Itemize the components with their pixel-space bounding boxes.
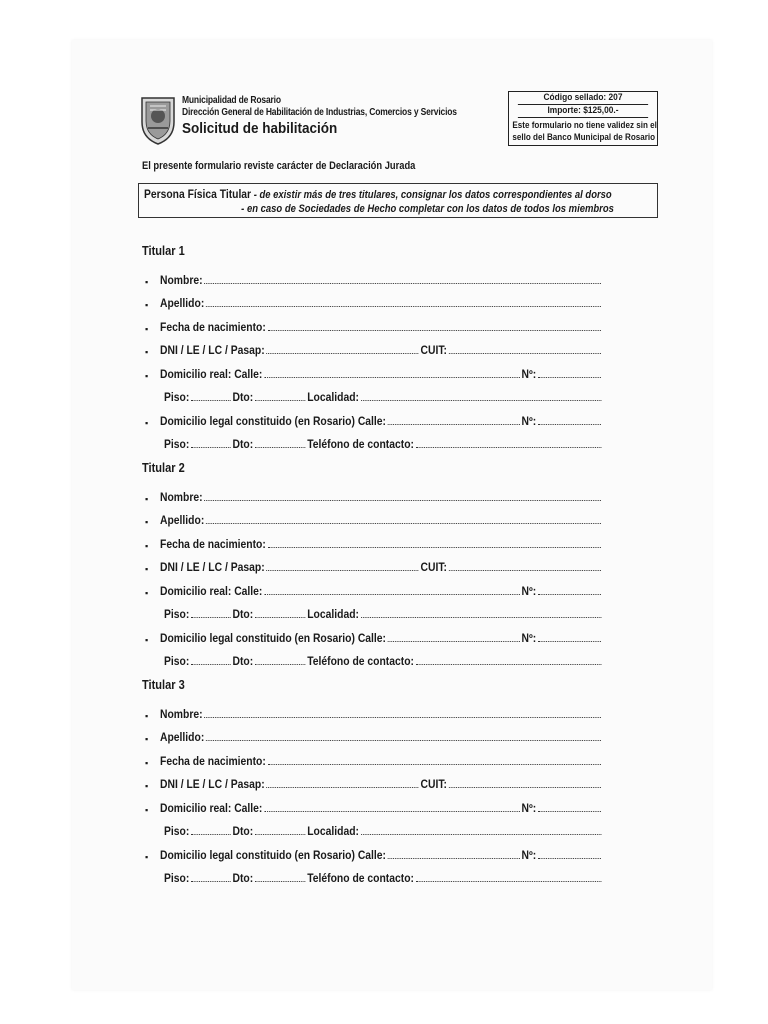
form-line (142, 334, 652, 358)
persona-note-1: - de existir más de tres titulares, consignar los datos correspondientes al dorso (253, 189, 612, 201)
form-line (142, 504, 652, 528)
field-telefono-3[interactable] (416, 880, 602, 882)
label-piso: Piso: (164, 439, 190, 451)
label-localidad: Localidad: (307, 826, 359, 838)
label-piso: Piso: (164, 392, 190, 404)
label-apellido: Apellido: (160, 515, 205, 527)
label-nro: Nº: (521, 632, 537, 645)
label-dto: Dto: (232, 392, 254, 404)
label-fecha: Fecha de nacimiento: (160, 755, 266, 768)
form-line (142, 551, 652, 575)
form-line (142, 838, 652, 862)
field-cuit-1[interactable] (449, 352, 601, 354)
label-piso: Piso: (164, 609, 190, 621)
field-piso-real-3[interactable] (191, 833, 231, 835)
stamp-note (509, 118, 657, 146)
form-line (142, 621, 652, 645)
org-name: Municipalidad de Rosario (182, 95, 281, 106)
bullet-icon: ▪ (145, 851, 149, 862)
field-dto-real-3[interactable] (255, 833, 305, 835)
form-line (142, 428, 652, 452)
field-apellido-3[interactable] (206, 739, 601, 741)
field-calle-real-3[interactable] (264, 810, 520, 812)
label-nro: Nº: (521, 802, 537, 815)
bullet-icon: ▪ (145, 417, 149, 428)
label-cuit: CUIT: (420, 345, 447, 357)
label-dni: DNI / LE / LC / Pasap: (160, 562, 265, 574)
field-calle-real-2[interactable] (264, 593, 520, 595)
bullet-icon: ▪ (145, 323, 149, 334)
field-dto-legal-1[interactable] (255, 446, 305, 448)
field-calle-legal-1[interactable] (388, 423, 520, 425)
bullet-icon: ▪ (145, 347, 149, 357)
field-dni-2[interactable] (266, 569, 418, 571)
form-line (142, 574, 652, 598)
persona-note-2: - en caso de Sociedades de Hecho completar con los datos de todos los miembros (241, 203, 614, 215)
label-nombre: Nombre: (160, 708, 203, 721)
stamp-code: Código sellado: 207 (518, 92, 648, 105)
field-localidad-1[interactable] (361, 399, 602, 401)
bullet-icon: ▪ (145, 634, 149, 645)
label-nro: Nº: (521, 415, 537, 428)
form-line (142, 310, 652, 334)
bullet-icon: ▪ (145, 517, 149, 527)
titular-section-3 (142, 677, 652, 885)
persona-box (138, 183, 658, 218)
field-nro-real-3[interactable] (538, 810, 601, 812)
field-telefono-1[interactable] (416, 446, 602, 448)
label-localidad: Localidad: (307, 609, 359, 621)
label-dni: DNI / LE / LC / Pasap: (160, 779, 265, 791)
label-telefono: Teléfono de contacto: (307, 439, 414, 451)
field-piso-legal-3[interactable] (191, 880, 231, 882)
bullet-icon: ▪ (145, 276, 149, 287)
label-dni: DNI / LE / LC / Pasap: (160, 345, 265, 357)
header (182, 95, 505, 135)
label-domicilio-real: Domicilio real: Calle: (160, 802, 263, 815)
field-dto-legal-3[interactable] (255, 880, 305, 882)
form-line (142, 480, 652, 504)
label-telefono: Teléfono de contacto: (307, 873, 414, 885)
bullet-icon: ▪ (145, 781, 149, 791)
form-line (142, 697, 652, 721)
field-dni-3[interactable] (266, 786, 418, 788)
label-apellido: Apellido: (160, 298, 205, 310)
stamp-amount: Importe: $125,00.- (518, 105, 648, 118)
field-piso-real-2[interactable] (191, 616, 231, 618)
form-line (142, 527, 652, 551)
label-apellido: Apellido: (160, 732, 205, 744)
label-telefono: Teléfono de contacto: (307, 656, 414, 668)
label-piso: Piso: (164, 656, 190, 668)
label-dto: Dto: (232, 873, 254, 885)
field-apellido-2[interactable] (206, 522, 601, 524)
label-fecha: Fecha de nacimiento: (160, 538, 266, 551)
bullet-icon: ▪ (145, 710, 149, 721)
field-calle-legal-2[interactable] (388, 640, 520, 642)
bullet-icon: ▪ (145, 587, 149, 598)
label-cuit: CUIT: (420, 779, 447, 791)
field-nro-legal-3[interactable] (538, 857, 601, 859)
field-nro-legal-1[interactable] (538, 423, 601, 425)
label-piso: Piso: (164, 826, 190, 838)
form-line (142, 645, 652, 669)
form-title: Solicitud de habilitación (182, 120, 338, 137)
field-calle-legal-3[interactable] (388, 857, 520, 859)
form-line (142, 381, 652, 405)
label-nombre: Nombre: (160, 491, 203, 504)
stamp-note-line1: Este formulario no tiene validez sin el (512, 120, 657, 131)
form-line (142, 768, 652, 792)
titular-section-2 (142, 460, 652, 668)
field-cuit-3[interactable] (449, 786, 601, 788)
titular-section-1 (142, 243, 652, 451)
form-line (142, 791, 652, 815)
label-domicilio-real: Domicilio real: Calle: (160, 368, 263, 381)
label-domicilio-legal: Domicilio legal constituido (en Rosario) Calle: (160, 632, 387, 645)
label-dto: Dto: (232, 826, 254, 838)
field-telefono-2[interactable] (416, 663, 602, 665)
titular-title: Titular 2 (142, 460, 185, 475)
field-nro-legal-2[interactable] (538, 640, 601, 642)
field-nro-real-1[interactable] (538, 376, 601, 378)
dept-name: Dirección General de Habilitación de Industrias, Comercios y Servicios (182, 107, 457, 118)
stamp-box (508, 91, 658, 146)
field-fecha-3[interactable] (268, 763, 601, 765)
field-apellido-1[interactable] (206, 305, 601, 307)
field-cuit-2[interactable] (449, 569, 601, 571)
form-line (142, 404, 652, 428)
bullet-icon: ▪ (145, 804, 149, 815)
form-line (142, 598, 652, 622)
label-piso: Piso: (164, 873, 190, 885)
field-fecha-2[interactable] (268, 546, 601, 548)
label-nombre: Nombre: (160, 274, 203, 287)
label-cuit: CUIT: (420, 562, 447, 574)
field-nombre-3[interactable] (204, 716, 601, 718)
bullet-icon: ▪ (145, 370, 149, 381)
label-nro: Nº: (521, 585, 537, 598)
form-line (142, 815, 652, 839)
form-line (142, 744, 652, 768)
form-line (142, 721, 652, 745)
field-fecha-1[interactable] (268, 329, 601, 331)
field-localidad-2[interactable] (361, 616, 602, 618)
field-localidad-3[interactable] (361, 833, 602, 835)
bullet-icon: ▪ (145, 493, 149, 504)
field-dni-1[interactable] (266, 352, 418, 354)
field-piso-real-1[interactable] (191, 399, 231, 401)
bullet-icon: ▪ (145, 540, 149, 551)
field-piso-legal-2[interactable] (191, 663, 231, 665)
form-line (142, 357, 652, 381)
form-line (142, 263, 652, 287)
label-domicilio-real: Domicilio real: Calle: (160, 585, 263, 598)
field-dto-real-1[interactable] (255, 399, 305, 401)
bullet-icon: ▪ (145, 300, 149, 310)
bullet-icon: ▪ (145, 757, 149, 768)
bullet-icon: ▪ (145, 564, 149, 574)
field-dto-real-2[interactable] (255, 616, 305, 618)
label-dto: Dto: (232, 656, 254, 668)
label-dto: Dto: (232, 609, 254, 621)
label-domicilio-legal: Domicilio legal constituido (en Rosario) Calle: (160, 415, 387, 428)
field-piso-legal-1[interactable] (191, 446, 231, 448)
label-nro: Nº: (521, 849, 537, 862)
field-nombre-1[interactable] (204, 282, 601, 284)
label-localidad: Localidad: (307, 392, 359, 404)
bullet-icon: ▪ (145, 734, 149, 744)
municipal-seal-icon (138, 92, 178, 146)
field-nombre-2[interactable] (204, 499, 601, 501)
label-nro: Nº: (521, 368, 537, 381)
label-dto: Dto: (232, 439, 254, 451)
field-nro-real-2[interactable] (538, 593, 601, 595)
field-calle-real-1[interactable] (264, 376, 520, 378)
titular-title: Titular 1 (142, 243, 185, 258)
declaration-text: El presente formulario reviste carácter de Declaración Jurada (142, 160, 416, 172)
field-dto-legal-2[interactable] (255, 663, 305, 665)
label-fecha: Fecha de nacimiento: (160, 321, 266, 334)
label-domicilio-legal: Domicilio legal constituido (en Rosario) Calle: (160, 849, 387, 862)
form-line (142, 287, 652, 311)
form-line (142, 862, 652, 886)
persona-label: Persona Física Titular (144, 187, 252, 201)
titular-title: Titular 3 (142, 677, 185, 692)
stamp-note-line2: sello del Banco Municipal de Rosario (512, 132, 656, 143)
